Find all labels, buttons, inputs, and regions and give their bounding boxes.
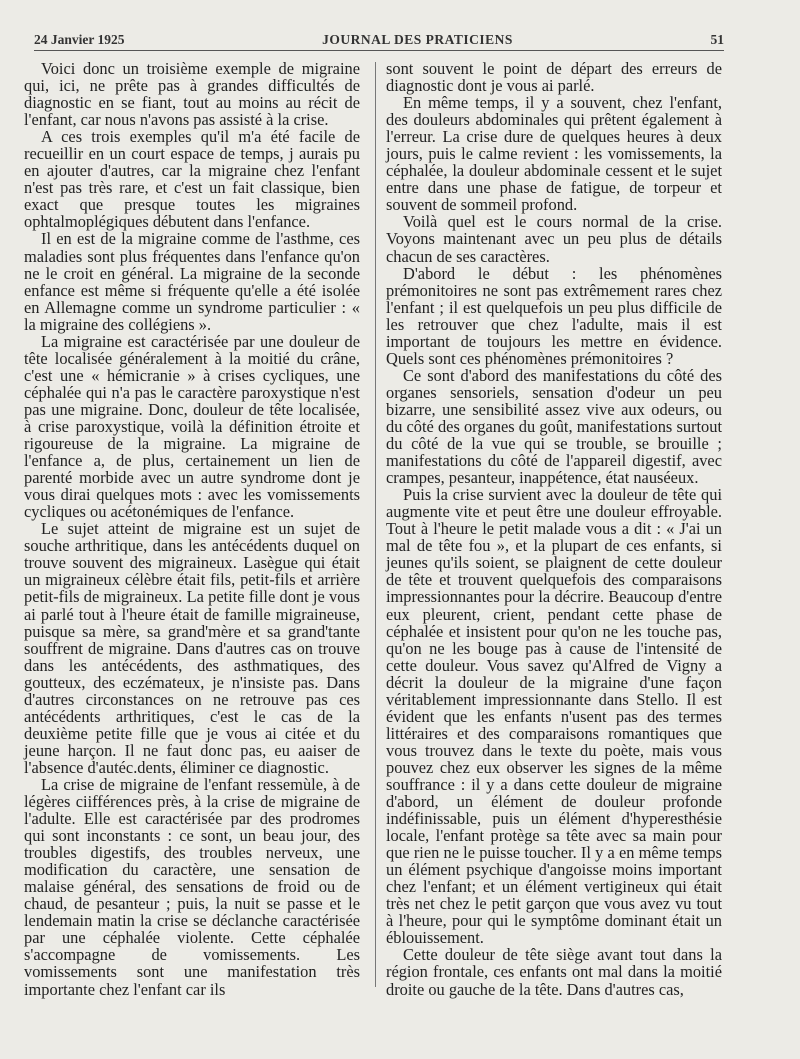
- paragraph: En même temps, il y a souvent, chez l'enfant, des douleurs abdominales qui prêtent également à l'erreur. La crise dure de quelques heures à deux jours, puis le calme revient : les vomissements, la céphalée, la douleur abdominale cessent et le sujet entre dans une phase de fatigue, de torpeur et souvent de sommeil profond.: [386, 93, 722, 215]
- paragraph: Puis la crise survient avec la douleur de tête qui augmente vite et peut être une douleur effroyable. Tout à l'heure le petit malade vous a dit : « J'ai un mal de tête fou », et la plupart de ces enfants, si jeunes qu'ils soient, se plaignent de cette douleur de tête et trouvent quelquefois des comparaisons impressionnantes pour la décrire. Beaucoup d'entre eux pleurent, crient, pendant cette phase de céphalée et insistent pour qu'on ne les touche pas, qu'on ne les bouge pas à cause de l'intensité de cette douleur. Vous savez qu'Alfred de Vigny a décrit la douleur de la migraine d'une façon véritablement impressionnante dans Stello. Il est évident que les enfants n'usent pas des termes littéraires et des comparaisons romantiques que vous trouvez dans le texte du poète, mais vous pouvez chez eux observer les signes de la même souffrance : il y a dans cette douleur de migraine d'abord, un élément de douleur profonde indéfinissable, puis un élément d'hyperesthésie locale, l'enfant protège sa tête avec sa main pour que rien ne le puisse toucher. Il y a en même temps un élément psychique d'angoisse moins important chez l'enfant; et un élément vertigineux qui était très net chez le petit garçon que vous avez vu tout à l'heure, pour qui le symptôme dominant était un éblouissement.: [386, 485, 722, 948]
- journal-title: JOURNAL DES PRATICIENS: [322, 32, 513, 47]
- paragraph: Le sujet atteint de migraine est un sujet de souche arthritique, dans les antécédents duquel on trouve souvent des migraineux. Lasègue qui était un migraineux célèbre était fils, petit-fils et arrière petit-fils de migraineux. La petite fille dont je vous ai parlé tout à l'heure était de famille migraineuse, puisque sa mère, sa grand'mère et sa grand'tante souffrent de migraine. Dans d'autres cas on trouve dans les antécédents, des asthmatiques, des goutteux, des eczémateux, je n'insiste pas. Dans d'autres circonstances on ne retrouve pas ces antécédents arthritiques, c'est le cas de la deuxième petite fille que je vous ai citée et du jeune harçon. Il ne faut donc pas, eu aaiser de l'absence d'autéc.dents, éliminer ce diagnostic.: [24, 519, 360, 777]
- right-column: [386, 60, 722, 998]
- paragraph: D'abord le début : les phénomènes prémonitoires ne sont pas extrêmement rares chez l'enfant ; il est quelquefois un peu plus difficile de les retrouver que chez l'adulte, mais il est important de toujours les mettre en évidence. Quels sont ces phénomènes prémonitoires ?: [386, 263, 722, 368]
- paragraph: A ces trois exemples qu'il m'a été facile de recueillir en un court espace de temps, j aurais pu en ajouter d'autres, car la migraine chez l'enfant n'est pas très rare, et c'est un fait classique, bien exact que presque toutes les migraines ophtalmoplégiques débutent dans l'enfance.: [24, 127, 360, 232]
- paragraph: sont souvent le point de départ des erreurs de diagnostic dont je vous ai parlé.: [386, 59, 722, 96]
- paragraph: Cette douleur de tête siège avant tout dans la région frontale, ces enfants ont mal dans la moitié droite ou gauche de la tête. Dans d'autres cas,: [386, 945, 722, 999]
- paragraph: Voilà quel est le cours normal de la crise. Voyons maintenant avec un peu plus de détails chacun de ses caractères.: [386, 212, 722, 266]
- paragraph: Voici donc un troisième exemple de migraine qui, ici, ne prête pas à grandes difficultés de diagnostic en se fiant, tout au moins au récit de l'enfant, car nous n'avons pas assisté à la crise.: [24, 59, 360, 130]
- page-number: 51: [710, 32, 724, 47]
- paragraph: La crise de migraine de l'enfant ressemùle, à de légères ciifférences près, à la crise de migraine de l'adulte. Elle est caractérisée par des prodromes qui sont inconstants : ce sont, un beau jour, des troubles digestifs, des troubles nerveux, une modification du caractère, une sensation de malaise général, des sensations de froid ou de chaud, de pesanteur ; puis, la nuit se passe et le lendemain matin la crise se déclanche caractérisée par une céphalée violente. Cette céphalée s'accompagne de vomissements. Les vomissements sont une manifestation très importante chez l'enfant car ils: [24, 774, 360, 999]
- paragraph: Il en est de la migraine comme de l'asthme, ces maladies sont plus fréquentes dans l'enfance qu'on ne le croit en général. La migraine de la seconde enfance est même si fréquente qu'elle a été isolée en Allemagne comme un syndrome particulier : « la migraine des collégiens ».: [24, 229, 360, 334]
- paragraph: La migraine est caractérisée par une douleur de tête localisée généralement à la moitié du crâne, c'est une « hémicranie » à crises cycliques, une céphalée qui n'a pas le caractère paroxystique n'est pas une migraine. Donc, douleur de tête localisée, à crise paroxystique, voilà la définition étroite et rigoureuse de la migraine. La migraine de l'enfance a, de plus, certainement un lien de parenté morbide avec un autre syndrome dont je vous dirai quelques mots : avec les vomissements cycliques ou acétonémiques de l'enfance.: [24, 331, 360, 522]
- paragraph: Ce sont d'abord des manifestations du côté des organes sensoriels, sensation d'odeur un peu bizarre, une sensibilité assez vive aux odeurs, ou du côté des organes du goût, manifestations surtout du côté de la vue qui se trouble, se brouille ; manifestations du côté de l'appareil digestif, avec crampes, pesanteur, inappétence, état nauséeux.: [386, 365, 722, 488]
- issue-date: 24 Janvier 1925: [34, 32, 125, 47]
- running-header: [34, 22, 724, 51]
- left-column: [24, 60, 360, 998]
- column-divider: [375, 62, 376, 987]
